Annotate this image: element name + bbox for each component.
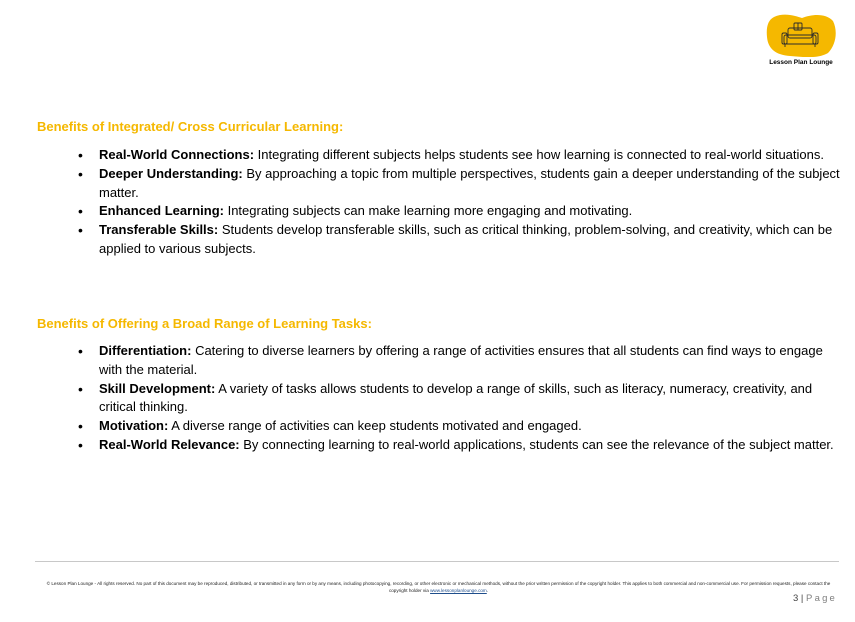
- list-item-text: By approaching a topic from multiple perspectives, students gain a deeper understanding of the subject matter.: [99, 165, 840, 200]
- page-separator: |: [798, 593, 807, 604]
- website-link[interactable]: www.lessonplanlounge.com: [430, 588, 487, 593]
- section-title-learning-tasks: Benefits of Offering a Broad Range of Learning Tasks:: [37, 316, 372, 331]
- list-item-term: Deeper Understanding:: [99, 165, 243, 181]
- list-item-term: Differentiation:: [99, 343, 192, 358]
- list-item-text: A variety of tasks allows students to develop a range of skills, such as literacy, numeracy, creativity, and critical thinking.: [99, 380, 813, 415]
- footer-divider: [35, 561, 839, 562]
- list-item-text: By connecting learning to real-world applications, students can see the relevance of the subject matter.: [239, 436, 834, 452]
- list-item: [73, 146, 843, 165]
- learning-tasks-list: [73, 342, 843, 455]
- list-item: [73, 417, 843, 436]
- list-item-term: Real-World Connections:: [99, 147, 255, 162]
- list-item-term: Real-World Relevance:: [99, 436, 240, 452]
- list-item: [73, 436, 843, 455]
- brand-logo: [763, 13, 839, 71]
- page-number: [793, 593, 837, 604]
- list-item: [73, 165, 843, 203]
- list-item-term: Enhanced Learning:: [99, 203, 224, 219]
- list-item-term: Skill Development:: [99, 380, 216, 396]
- list-item: [73, 221, 843, 259]
- copyright-text: © Lesson Plan Lounge - All rights reserved. No part of this document may be reproduced, distributed, or transmitted in any form or by any means, including photocopying, recording, or other electronic or mechanical methods, without the prior written permission of the copyright holder. This applies to both commercial and non-commercial use. For permission requests, please contact the copyright holder via: [46, 581, 831, 593]
- list-item-term: Motivation:: [99, 418, 169, 434]
- list-item-text: Catering to diverse learners by offering a range of activities ensures that all students can find ways to engage with the material.: [99, 343, 823, 377]
- list-item: [73, 380, 843, 418]
- list-item-text: Integrating subjects can make learning more engaging and motivating.: [223, 203, 633, 219]
- list-item-term: Transferable Skills:: [99, 222, 219, 238]
- sofa-logo-icon: [766, 13, 836, 57]
- page-label: Page: [806, 593, 838, 604]
- list-item-text: Integrating different subjects helps students see how learning is connected to real-world situations.: [254, 147, 824, 162]
- list-item-text: A diverse range of activities can keep students motivated and engaged.: [168, 418, 582, 434]
- integrated-learning-list: [73, 146, 843, 259]
- brand-name: Lesson Plan Lounge: [769, 59, 833, 66]
- list-item-text: Students develop transferable skills, such as critical thinking, problem-solving, and creativity, which can be applied to various subjects.: [99, 222, 833, 256]
- page-number-value: 3: [793, 593, 799, 604]
- copyright-notice: [37, 580, 840, 594]
- section-title-integrated-learning: Benefits of Integrated/ Cross Curricular Learning:: [37, 119, 344, 134]
- list-item: [73, 202, 843, 221]
- logo-blob: [767, 15, 836, 57]
- list-item: [73, 342, 843, 380]
- copyright-end: .: [486, 588, 489, 593]
